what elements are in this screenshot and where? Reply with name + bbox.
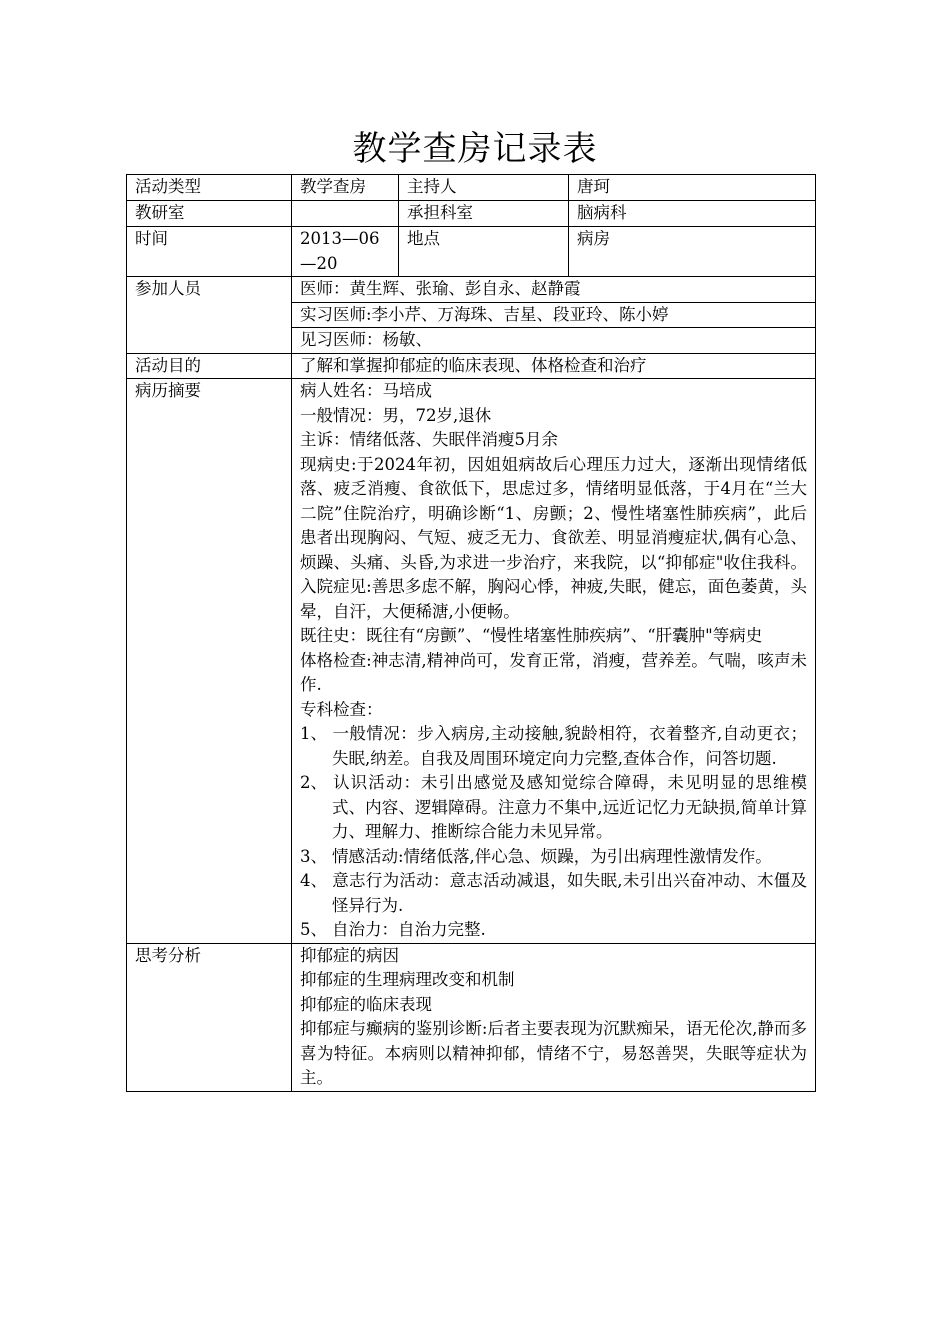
purpose-text: 了解和掌握抑郁症的临床表现、体格检查和治疗 — [292, 353, 816, 379]
department-label: 教研室 — [127, 201, 292, 227]
analysis-item: 抑郁症的病因 — [300, 945, 399, 965]
table-row — [127, 201, 816, 227]
patient-name: 病人姓名：马培成 — [300, 381, 432, 400]
specialty-exam-title: 专科检查： — [300, 699, 383, 719]
record-table — [126, 174, 816, 1092]
participants-trainees: 见习医师：杨敏、 — [292, 328, 816, 354]
responsible-dept-value: 脑病科 — [569, 201, 816, 227]
table-row — [127, 227, 816, 277]
table-row — [127, 353, 816, 379]
participants-label: 参加人员 — [127, 277, 292, 354]
table-row — [127, 277, 816, 303]
host-label: 主持人 — [399, 175, 569, 201]
responsible-dept-label: 承担科室 — [399, 201, 569, 227]
location-value: 病房 — [569, 227, 816, 277]
department-value — [292, 201, 399, 227]
specialty-item: 2、 认识活动：未引出感觉及感知觉综合障碍，未见明显的思维模式、内容、逻辑障碍。注意力不集中,远近记忆力无缺损,简单计算力、理解力、推断综合能力未见异常。 — [300, 773, 807, 841]
present-history: 现病史:于2024年初，因姐姐病故后心理压力过大，逐渐出现情绪低落、疲乏消瘦、食欲低下，思虑过多，情绪明显低落，于4月在“兰大二院”住院治疗，明确诊断“1、房颤；2、慢性堵塞性肺疾病”，此后患者出现胸闷、气短、疲乏无力、食欲差、明显消瘦症状,偶有心急、烦躁、头痛、头昏,为求进一步治疗，来我院，以“抑郁症"收住我科。入院症见:善思多虑不解，胸闷心悸，神疲,失眠，健忘，面色萎黄，头晕，自汗，大便稀溏,小便畅。 — [300, 454, 807, 621]
page-title: 教学查房记录表 — [352, 129, 598, 169]
purpose-label: 活动目的 — [127, 353, 292, 379]
specialty-item: 3、 情感活动:情绪低落,伴心急、烦躁，为引出病理性激情发作。 — [300, 846, 772, 866]
general-condition: 一般情况：男，72岁,退休 — [300, 405, 492, 425]
analysis-label: 思考分析 — [127, 943, 292, 1091]
analysis-item: 抑郁症与癫病的鉴别诊断:后者主要表现为沉默痴呆，语无伦次,静而多喜为特征。本病则以精神抑郁，情绪不宁，易怒善哭，失眠等症状为主。 — [300, 1019, 807, 1087]
table-row — [127, 379, 816, 944]
time-label: 时间 — [127, 227, 292, 277]
host-value: 唐珂 — [569, 175, 816, 201]
analysis-item: 抑郁症的临床表现 — [300, 994, 432, 1014]
analysis-content — [292, 943, 816, 1091]
chief-complaint: 主诉：情绪低落、失眠伴消瘦5月余 — [300, 430, 558, 449]
physical-exam: 体格检查:神志清,精神尚可，发育正常，消瘦，营养差。气喘，咳声未作. — [300, 650, 807, 694]
analysis-item: 抑郁症的生理病理改变和机制 — [300, 970, 515, 989]
history-content — [292, 379, 816, 944]
location-label: 地点 — [399, 227, 569, 277]
activity-type-label: 活动类型 — [127, 175, 292, 201]
time-value: 2013—06—20 — [292, 227, 399, 277]
history-label: 病历摘要 — [127, 379, 292, 944]
participants-doctors: 医师：黄生辉、张瑜、彭自永、赵静霞 — [292, 277, 816, 303]
specialty-item: 5、 自治力：自治力完整. — [300, 920, 486, 939]
activity-type-value: 教学查房 — [292, 175, 399, 201]
table-row — [127, 943, 816, 1091]
specialty-item: 4、 意志行为活动：意志活动减退，如失眠,未引出兴奋冲动、木僵及怪异行为. — [300, 871, 807, 915]
table-row — [127, 175, 816, 201]
specialty-item: 1、 一般情况：步入病房,主动接触,貌龄相符，衣着整齐,自动更衣；失眠,纳差。自我及周围环境定向力完整,查体合作，问答切题. — [300, 724, 807, 768]
past-history: 既往史：既往有“房颤”、“慢性堵塞性肺疾病”、“肝囊肿"等病史 — [300, 626, 763, 645]
participants-interns: 实习医师:李小芹、万海珠、吉星、段亚玲、陈小婷 — [292, 302, 816, 328]
